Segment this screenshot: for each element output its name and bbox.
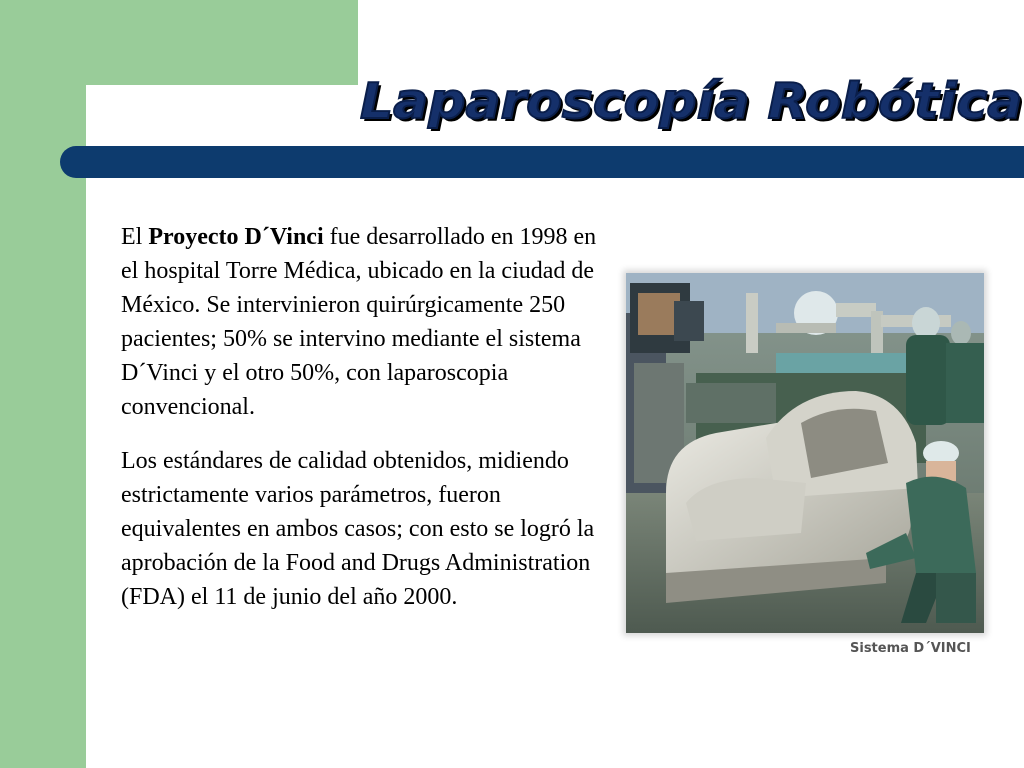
green-sidebar-band bbox=[0, 0, 86, 768]
paragraph-1-text: fue desarrollado en 1998 en el hospital Torre Médica, ubicado en la ciudad de México. Se intervinieron quirúrgicamente 250 pacientes; 50% se intervino mediante el sistema D´Vinci y el otro 50%, con laparoscopia convencional. bbox=[121, 224, 597, 420]
paragraph-1 bbox=[121, 220, 601, 424]
surgery-photo bbox=[626, 273, 984, 633]
paragraph-2: Los estándares de calidad obtenidos, midiendo estrictamente varios parámetros, fueron equivalentes en ambos casos; con esto se logró la aprobación de la Food and Drugs Administration (FDA) el 11 de junio del año 2000. bbox=[121, 448, 595, 610]
green-top-band bbox=[86, 0, 358, 85]
surgery-photo-illustration bbox=[626, 273, 984, 633]
photo-caption: Sistema D´VINCI bbox=[850, 641, 971, 656]
slide-body bbox=[121, 220, 601, 634]
paragraph-1-prefix: El bbox=[121, 224, 149, 250]
content-panel-corner bbox=[86, 85, 266, 205]
project-name-bold: Proyecto D´Vinci bbox=[148, 224, 324, 250]
slide-title: Laparoscopía Robótica bbox=[360, 73, 1023, 131]
title-underline-bar bbox=[60, 146, 1024, 178]
